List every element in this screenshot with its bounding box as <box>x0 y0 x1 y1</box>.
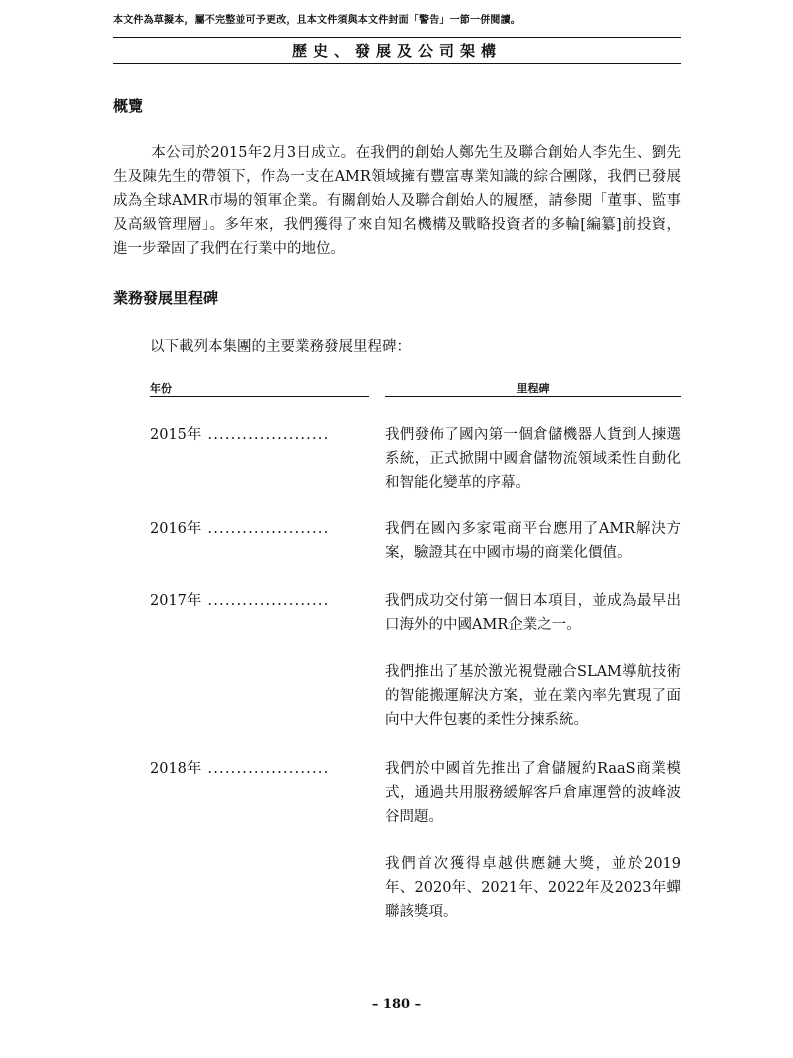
column-header-year: 年份 <box>150 382 172 395</box>
milestone-year: 2015年 ..................... <box>150 427 330 443</box>
page-number: – 180 – <box>371 997 422 1012</box>
column-rule-year <box>150 396 369 397</box>
milestones-intro: 以下載列本集團的主要業務發展里程碑： <box>150 339 411 355</box>
milestone-year: 2018年 ..................... <box>150 761 330 777</box>
header-rule-top <box>113 37 681 38</box>
milestone-text: 我們首次獲得卓越供應鏈大獎，並於2019年、2020年、2021年、2022年及2023年蟬聯該獎項。 <box>385 856 681 920</box>
milestone-year: 2017年 ..................... <box>150 593 330 609</box>
milestone-year: 2016年 ..................... <box>150 521 330 537</box>
column-rule-milestone <box>385 396 681 397</box>
leader-dots: ..................... <box>207 521 330 537</box>
leader-dots: ..................... <box>207 761 330 777</box>
milestone-text: 我們在國內多家電商平台應用了AMR解決方案，驗證其在中國市場的商業化價值。 <box>385 521 681 561</box>
page-title: 歷史、發展及公司架構 <box>291 42 502 60</box>
header-rule-bottom <box>113 63 681 64</box>
leader-dots: ..................... <box>207 593 330 609</box>
column-header-milestone: 里程碑 <box>516 382 550 395</box>
milestone-text: 我們推出了基於激光視覺融合SLAM導航技術的智能搬運解決方案，並在業內率先實現了面向中大件包裹的柔性分揀系統。 <box>385 664 681 728</box>
leader-dots: ..................... <box>207 427 330 443</box>
draft-disclaimer: 本文件為草擬本，屬不完整並可予更改，且本文件須與本文件封面「警告」一節一併閱讀。 <box>113 15 521 26</box>
overview-paragraph <box>113 141 681 261</box>
milestone-text: 我們發佈了國內第一個倉儲機器人貨到人揀選系統，正式掀開中國倉儲物流領域柔性自動化和智能化變革的序幕。 <box>385 427 681 491</box>
milestone-text: 我們成功交付第一個日本項目，並成為最早出口海外的中國AMR企業之一。 <box>385 593 681 633</box>
overview-heading: 概覽 <box>113 97 144 115</box>
milestones-heading: 業務發展里程碑 <box>113 289 219 307</box>
overview-paragraph-text: 本公司於2015年2月3日成立。在我們的創始人鄭先生及聯合創始人李先生、劉先生及陳先生的帶領下，作為一支在AMR領域擁有豐富專業知識的綜合團隊，我們已發展成為全球AMR市場的領軍企業。有關創始人及聯合創始人的履歷，請參閱「董事、監事及高級管理層」。多年來，我們獲得了來自知名機構及戰略投資者的多輪[編纂]前投資，進一步鞏固了我們在行業中的地位。 <box>113 145 681 257</box>
milestone-text: 我們於中國首先推出了倉儲履約RaaS商業模式，通過共用服務緩解客戶倉庫運營的波峰波谷問題。 <box>385 761 681 825</box>
